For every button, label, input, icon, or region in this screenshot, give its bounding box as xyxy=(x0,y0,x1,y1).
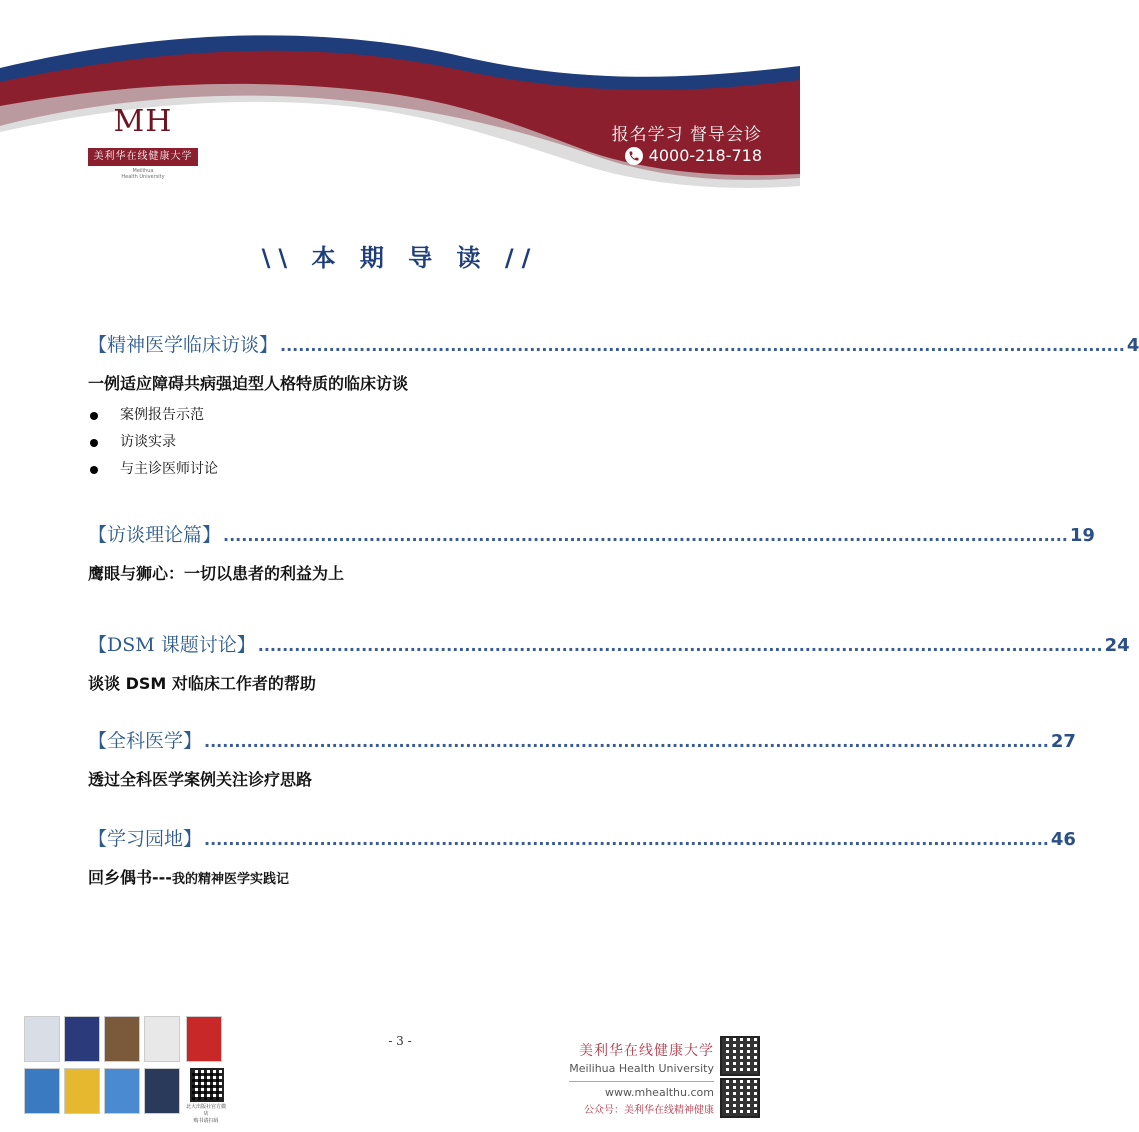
brand-wechat: 公众号：美利华在线精神健康 xyxy=(584,1105,714,1116)
toc-subtitle-rest: 我的精神医学实践记 xyxy=(171,872,289,887)
header-slogan: 报名学习 督导会诊 xyxy=(611,125,762,145)
qr-caption-line-2: 购书请扫码 xyxy=(193,1118,219,1124)
page-number: - 3 - xyxy=(388,1034,412,1048)
toc-leader-dots: ........................................................................................................................................... xyxy=(204,732,1049,751)
book-cover xyxy=(144,1068,180,1114)
bullet-text: 与主诊医师讨论 xyxy=(120,461,218,477)
toc-section-5 xyxy=(88,824,1076,888)
bullet-text: 访谈实录 xyxy=(120,434,176,450)
toc-category: 【DSM 课题讨论】 xyxy=(88,634,256,656)
toc-entry[interactable] xyxy=(88,726,1076,753)
toc-entry[interactable] xyxy=(88,824,1076,851)
bullet-icon xyxy=(90,439,98,447)
toc-subtitle: 透过全科医学案例关注诊疗思路 xyxy=(88,770,313,789)
toc-bullet-list xyxy=(88,402,674,483)
logo-mark: MH xyxy=(113,104,173,139)
qr-code-icon xyxy=(720,1036,760,1076)
qr-code-icon xyxy=(190,1068,224,1102)
bullet-icon xyxy=(90,412,98,420)
toc-section-3 xyxy=(88,630,1130,694)
logo xyxy=(84,104,202,188)
list-item xyxy=(88,429,674,456)
toc-leader-dots: ........................................................................................................................................... xyxy=(257,636,1103,655)
list-item xyxy=(88,456,674,483)
header-phone xyxy=(625,146,762,165)
list-item xyxy=(88,402,674,429)
toc-subtitle xyxy=(88,865,674,888)
toc-subtitle-lead: 回乡偶书--- xyxy=(88,868,172,887)
bullet-icon xyxy=(90,466,98,474)
logo-subtitle xyxy=(114,168,172,180)
toc-page-number: 46 xyxy=(1050,829,1076,850)
brand-url[interactable]: www.mhealthu.com xyxy=(605,1086,714,1099)
toc-page-number: 24 xyxy=(1104,635,1130,656)
brand-name: 美利华在线健康大学 xyxy=(579,1043,714,1059)
toc-page-number: 27 xyxy=(1050,731,1076,752)
book-collage xyxy=(24,1016,244,1124)
toc-page-number: 19 xyxy=(1069,525,1095,546)
brand-english: Meilihua Health University xyxy=(569,1062,714,1075)
toc-subtitle: 鹰眼与狮心：一切以患者的利益为上 xyxy=(88,564,345,583)
logo-sub-line-1: Meilihua xyxy=(132,168,154,174)
qr-codes xyxy=(720,1036,764,1120)
logo-sub-line-2: Health University xyxy=(121,174,165,180)
phone-icon xyxy=(625,147,643,165)
brand-divider xyxy=(569,1081,714,1082)
logo-name: 美利华在线健康大学 xyxy=(88,148,198,166)
toc-leader-dots: ........................................................................................................................................... xyxy=(204,830,1049,849)
toc-section-1 xyxy=(88,330,1139,483)
qr-caption-line-1: 北大出版社官方微店 xyxy=(185,1104,226,1117)
toc-entry[interactable] xyxy=(88,330,1139,357)
toc-subtitle: 谈谈 DSM 对临床工作者的帮助 xyxy=(88,674,316,693)
toc-subtitle: 一例适应障碍共病强迫型人格特质的临床访谈 xyxy=(88,374,409,393)
footer-brand xyxy=(569,1040,714,1116)
book-cover xyxy=(104,1068,140,1114)
qr-code-icon xyxy=(720,1078,760,1118)
qr-caption xyxy=(184,1104,228,1125)
book-cover xyxy=(64,1068,100,1114)
toc-section-2 xyxy=(88,520,1095,584)
phone-number: 4000-218-718 xyxy=(648,146,762,165)
toc-category: 【全科医学】 xyxy=(88,730,203,752)
toc-leader-dots: ........................................................................................................................................... xyxy=(223,526,1068,545)
toc-page-number: 4 xyxy=(1126,335,1139,356)
toc-category: 【学习园地】 xyxy=(88,828,203,850)
toc-category: 【精神医学临床访谈】 xyxy=(88,334,279,356)
page-title: \\ 本 期 导 读 // xyxy=(261,244,539,272)
book-cover xyxy=(24,1068,60,1114)
toc-category: 【访谈理论篇】 xyxy=(88,524,222,546)
toc-entry[interactable] xyxy=(88,520,1095,547)
bullet-text: 案例报告示范 xyxy=(120,407,204,423)
toc-leader-dots: ........................................................................................................................................... xyxy=(280,336,1125,355)
toc-entry[interactable] xyxy=(88,630,1130,657)
toc-section-4 xyxy=(88,726,1076,790)
